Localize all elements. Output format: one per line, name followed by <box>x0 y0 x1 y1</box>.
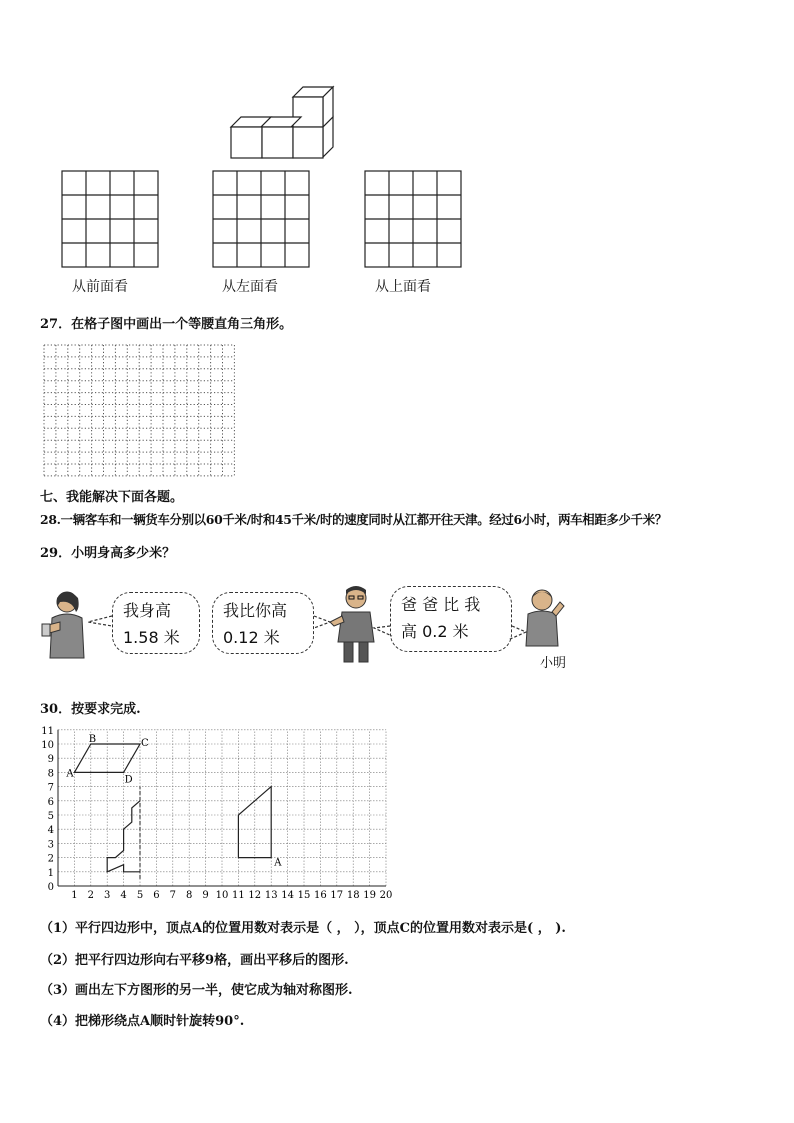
question-30-item-1: （1）平行四边形中，顶点A的位置用数对表示是（ ， ），顶点C的位置用数对表示是( ， ). <box>40 921 566 936</box>
y-tick-label: 11 <box>41 725 54 737</box>
y-tick-label: 10 <box>41 740 54 751</box>
y-tick-label: 0 <box>47 882 54 893</box>
y-tick-label: 4 <box>47 825 54 837</box>
left-view-label: 从左面看 <box>222 279 278 295</box>
y-tick-label: 2 <box>47 853 54 865</box>
x-tick-label: 18 <box>346 890 360 901</box>
y-tick-label: 3 <box>47 839 54 851</box>
x-tick-label: 12 <box>248 890 262 901</box>
xiaoming-figure <box>520 588 566 648</box>
bubble-3-line-2: 高 0.2 米 <box>401 622 469 641</box>
section-7-heading: 七、我能解决下面各题。 <box>40 490 184 505</box>
father-figure <box>330 586 382 662</box>
x-tick-label: 9 <box>202 890 209 901</box>
x-tick-label: 7 <box>169 890 176 901</box>
x-tick-label: 2 <box>87 890 94 901</box>
point-a-label: A <box>66 768 74 780</box>
point-b-label: B <box>88 734 97 745</box>
y-tick-label: 5 <box>47 811 54 822</box>
coordinate-grid[interactable] <box>40 725 393 902</box>
trapezoid-point-a-label: A <box>274 857 282 869</box>
question-28: 28.一辆客车和一辆货车分别以60千米/时和45千米/时的速度同时从江都开往天津。经过6小时，两车相距多少千米？ <box>40 512 667 527</box>
point-c-label: C <box>141 738 149 749</box>
x-tick-label: 14 <box>281 890 294 901</box>
bubble-2-line-1: 我比你高 <box>223 601 288 620</box>
bubble-2-line-2: 0.12 米 <box>223 628 280 647</box>
x-tick-label: 5 <box>136 890 144 901</box>
y-tick-label: 6 <box>47 796 54 808</box>
point-d-label: D <box>124 774 133 786</box>
x-tick-label: 10 <box>215 890 229 901</box>
top-view-label: 从上面看 <box>375 279 431 295</box>
x-tick-label: 4 <box>120 890 127 901</box>
x-tick-label: 8 <box>186 890 193 901</box>
bubble-3-line-1: 爸 爸 比 我 <box>401 595 481 614</box>
front-view-label: 从前面看 <box>72 279 128 295</box>
x-tick-label: 6 <box>153 890 160 901</box>
x-tick-label: 16 <box>314 890 327 901</box>
y-tick-label: 9 <box>47 754 54 766</box>
xiaoming-label: 小明 <box>540 656 567 671</box>
question-29: 29．小明身高多少米？ <box>40 546 176 561</box>
speech-bubble-3 <box>390 586 512 652</box>
x-tick-label: 11 <box>232 890 245 901</box>
question-30: 30．按要求完成. <box>40 702 141 717</box>
bubble-1-line-2: 1.58 米 <box>123 628 180 647</box>
x-tick-label: 3 <box>104 890 111 901</box>
question-30-item-4: （4）把梯形绕点A顺时针旋转90°. <box>40 1014 245 1029</box>
question-27: 27．在格子图中画出一个等腰直角三角形。 <box>40 317 293 332</box>
x-tick-label: 13 <box>264 890 278 901</box>
y-tick-label: 8 <box>47 768 54 780</box>
y-tick-label: 7 <box>47 782 54 794</box>
x-tick-label: 17 <box>330 890 344 901</box>
bubble-1-line-1: 我身高 <box>123 601 172 620</box>
x-tick-label: 1 <box>71 890 78 901</box>
x-tick-label: 19 <box>363 890 376 901</box>
x-tick-label: 15 <box>297 890 311 901</box>
x-tick-label: 20 <box>379 890 393 901</box>
question-30-item-2: （2）把平行四边形向右平移9格，画出平移后的图形. <box>40 953 349 968</box>
question-30-item-3: （3）画出左下方图形的另一半，使它成为轴对称图形. <box>40 983 353 998</box>
y-tick-label: 1 <box>47 867 54 879</box>
